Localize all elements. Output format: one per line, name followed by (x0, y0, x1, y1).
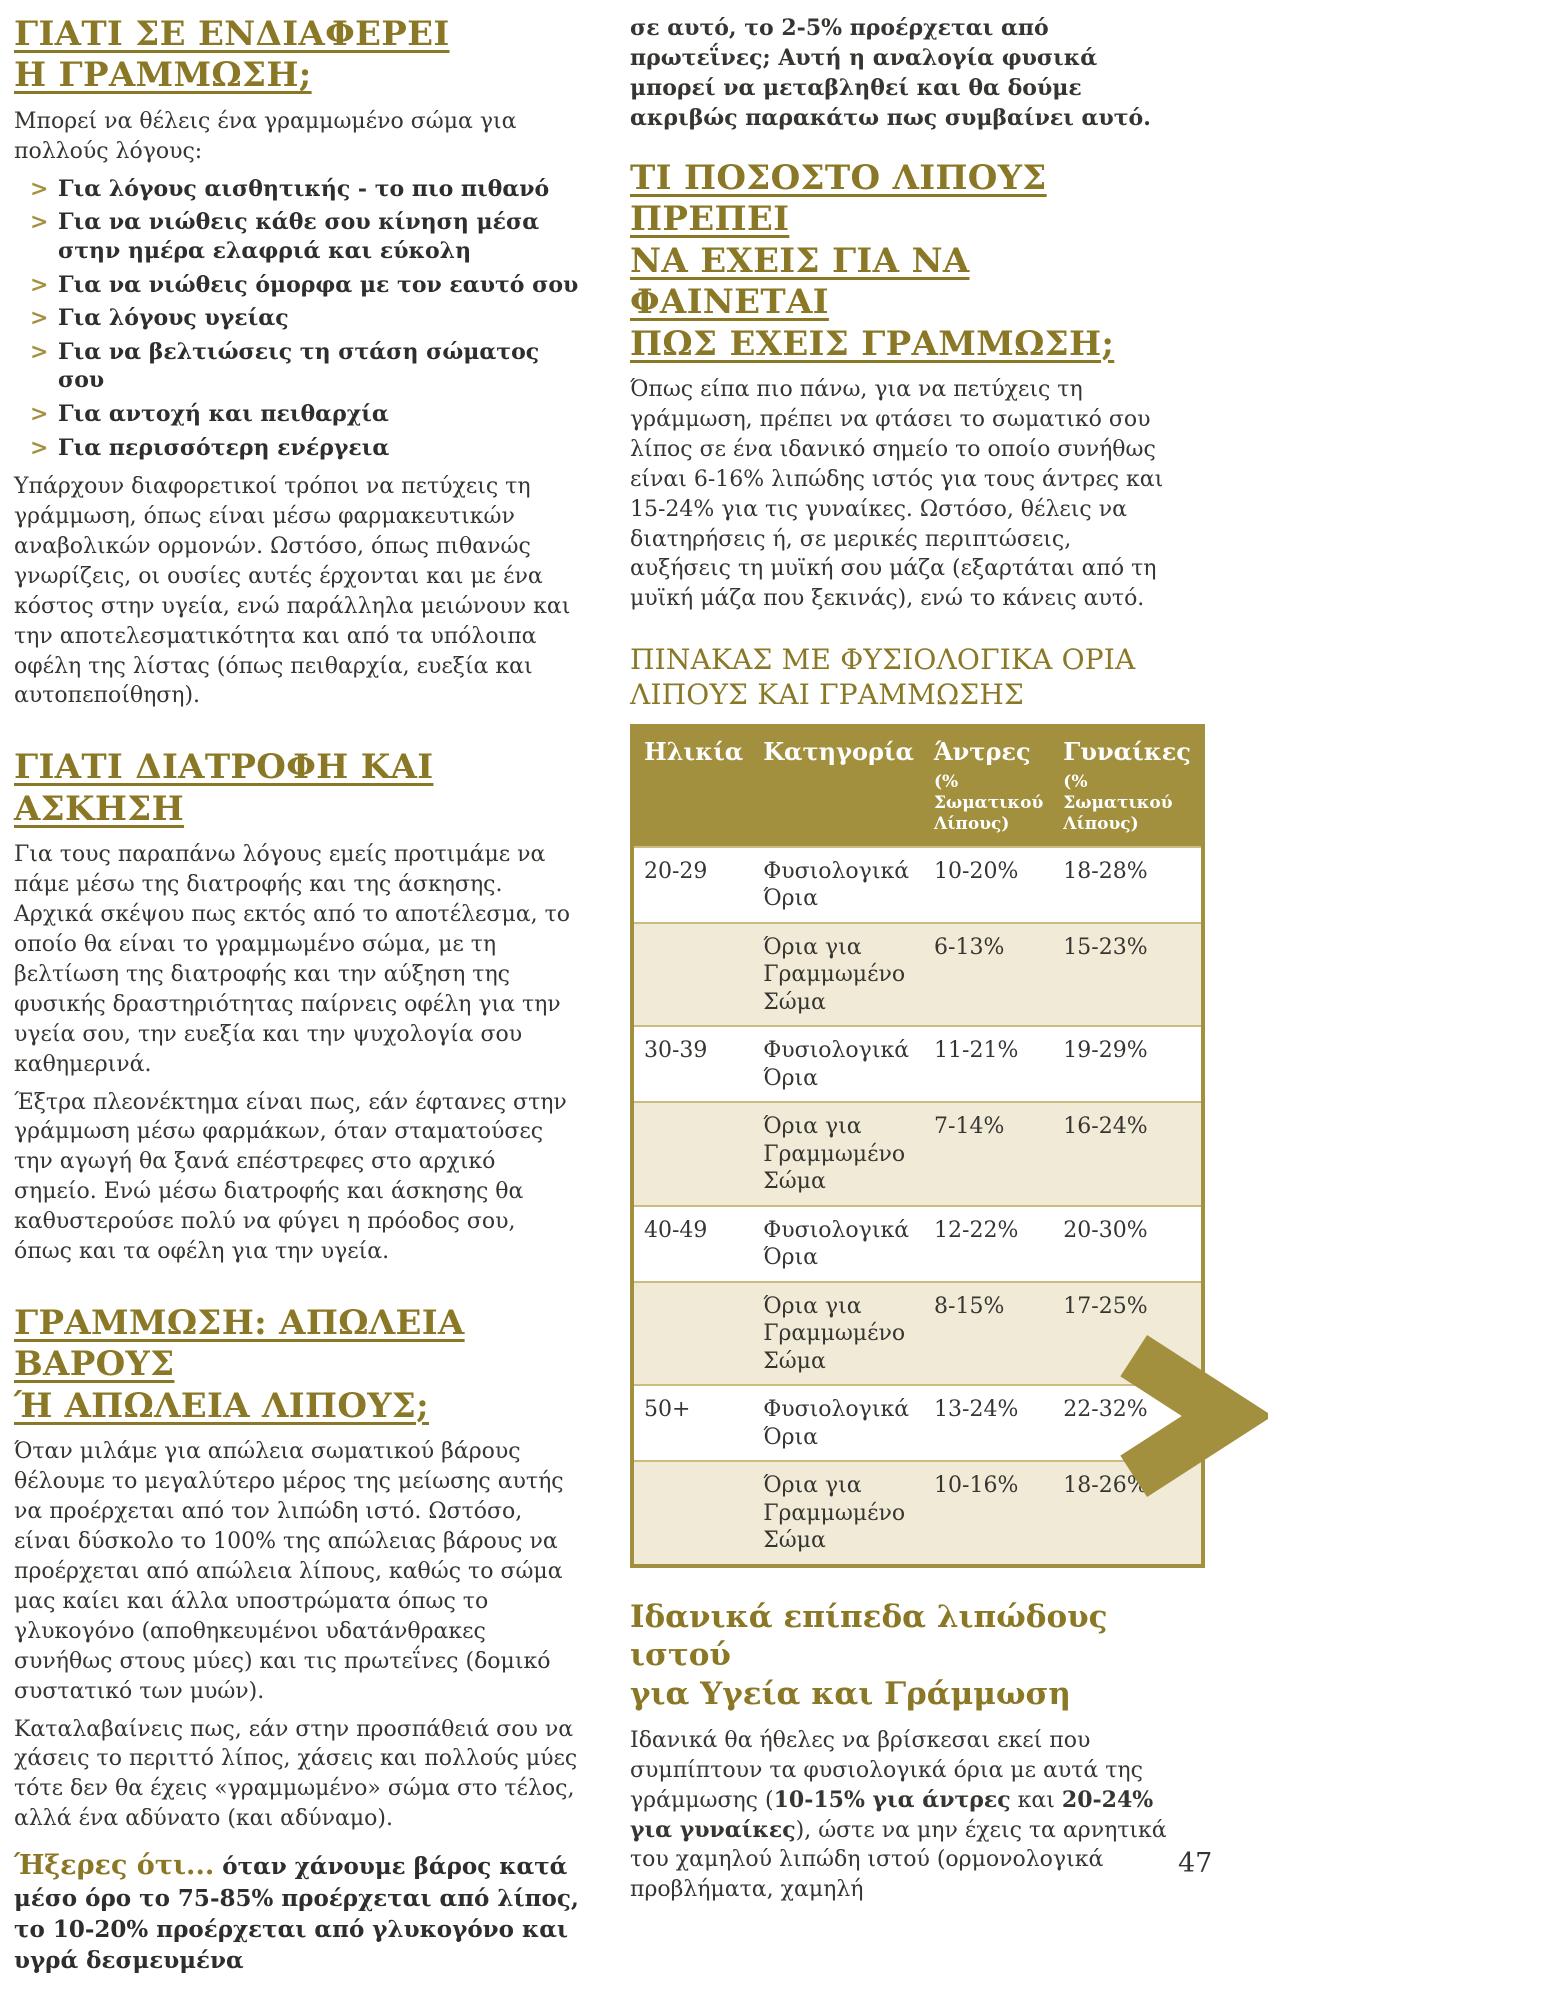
chevron-bullet-icon: > (30, 434, 49, 461)
list-item (14, 338, 580, 395)
heading-line: Ιδανικά επίπεδα λιπώδους ιστού (630, 1598, 1108, 1674)
cell-category: Φυσιολογικά Όρια (753, 1206, 924, 1282)
table-title (630, 642, 1178, 712)
chevron-bullet-icon: > (30, 209, 49, 236)
cell-men: 7-14% (924, 1102, 1053, 1206)
ideal-text-end: ), ώστε να μην έχεις τα αρνητικά του χαμηλού λιπώδη ιστού (ορμονολογικά προβλήματα, χαμηλή (630, 1817, 1167, 1903)
col-header-men-sub: (% Σωματικού Λίπους) (934, 771, 1044, 835)
list-item-label: Για λόγους υγείας (58, 305, 289, 332)
continuation-paragraph: σε αυτό, το 2-5% προέρχεται από πρωτεΐνες; Αυτή η αναλογία φυσικά μπορεί να μεταβληθεί και θα δούμε ακριβώς παρακάτω πως συμβαίνει αυτό. (630, 15, 1151, 131)
loss-paragraph-2: Καταλαβαίνεις πως, εάν στην προσπάθειά σου να χάσεις το περιττό λίπος, χάσεις και πολλούς μύες τότε δεν θα έχεις «γραμμωμένο» σώμα στο τέλος, αλλά ένα αδύνατο (και αδύναμο). (14, 1716, 578, 1832)
ideal-text-start: Ιδανικά θα ήθελες να βρίσκεσαι εκεί που συμπίπτουν τα φυσιολογικά όρια με αυτά της γράμμωσης ( (630, 1727, 1143, 1813)
table-row (632, 923, 1203, 1027)
col-header-men (924, 726, 1053, 846)
heading-fat-percentage (630, 158, 1178, 365)
cell-category: Όρια για Γραμμωμένο Σώμα (753, 923, 924, 1027)
table-row (632, 847, 1203, 923)
col-header-age: Ηλικία (632, 726, 753, 846)
left-column (14, 14, 580, 2000)
col-header-women-label: Γυναίκες (1063, 737, 1191, 767)
did-you-know-text: όταν χάνουμε βάρος κατά μέσο όρο το 75-85% προέρχεται από λίπος, το 10-20% προέρχεται από γλυκογόνο και υγρά δεσμευμένα (14, 1853, 579, 1974)
cell-men: 12-22% (924, 1206, 1053, 1282)
cell-women: 18-26% (1053, 1461, 1203, 1566)
cell-age: 40-49 (632, 1206, 753, 1282)
cell-men: 6-13% (924, 923, 1053, 1027)
chevron-bullet-icon: > (30, 400, 49, 427)
list-item-label: Για περισσότερη ενέργεια (58, 434, 390, 461)
table-row (632, 1102, 1203, 1206)
list-item (14, 304, 580, 333)
cell-women: 18-28% (1053, 847, 1203, 923)
cell-women: 17-25% (1053, 1282, 1203, 1386)
list-item (14, 400, 580, 429)
diet-paragraph-1: Για τους παραπάνω λόγους εμείς προτιμάμε να πάμε μέσω της διατροφής και της άσκησης. Αρχικά σκέψου πως εκτός από το αποτέλεσμα, το οποίο θα είναι το γραμμωμένο σώμα, με τη βελτίωση της διατροφής και την αύξηση της φυσικής δραστηριότητας παίρνεις οφέλη για την υγεία σου, την ευεξία και την ψυχολογία σου καθημερινά. (14, 842, 571, 1077)
table-row (632, 1026, 1203, 1102)
cell-category: Φυσιολογικά Όρια (753, 1385, 924, 1461)
cell-women: 22-32% (1053, 1385, 1203, 1461)
cell-men: 10-20% (924, 847, 1053, 923)
heading-line: ΝΑ ΕΧΕΙΣ ΓΙΑ ΝΑ ΦΑΙΝΕΤΑΙ (630, 240, 970, 323)
table-header-row (632, 726, 1203, 846)
heading-line: ΠΩΣ ΕΧΕΙΣ ΓΡΑΜΜΩΣΗ; (630, 323, 1115, 364)
chevron-bullet-icon: > (30, 305, 49, 332)
heading-line: ΓΙΑΤΙ ΣΕ ΕΝΔΙΑΦΕΡΕΙ (14, 14, 450, 54)
cell-men: 13-24% (924, 1385, 1053, 1461)
list-item-label: Για να νιώθεις όμορφα με τον εαυτό σου (58, 271, 579, 298)
heading-weight-vs-fat-loss (14, 1303, 580, 1427)
ideal-men-range: 10-15% για άντρες (773, 1786, 1011, 1813)
col-header-women-sub: (% Σωματικού Λίπους) (1063, 771, 1173, 835)
table-title-line: ΛΙΠΟΥΣ ΚΑΙ ΓΡΑΜΜΩΣΗΣ (630, 678, 1024, 712)
heading-line: για Υγεία και Γράμμωση (630, 1676, 1071, 1713)
ideal-levels-paragraph (630, 1726, 1178, 1905)
cell-men: 11-21% (924, 1026, 1053, 1102)
did-you-know-block (14, 1848, 580, 1977)
cell-women: 19-29% (1053, 1026, 1203, 1102)
table-title-line: ΠΙΝΑΚΑΣ ΜΕ ΦΥΣΙΟΛΟΓΙΚΑ ΟΡΙΑ (630, 643, 1136, 677)
list-item-label: Για να βελτιώσεις τη στάση σώματος σου (58, 338, 540, 394)
cell-men: 8-15% (924, 1282, 1053, 1386)
ideal-women-range: 20-24% για γυναίκες (630, 1786, 1154, 1843)
list-item-label: Για να νιώθεις κάθε σου κίνηση μέσα στην ημέρα ελαφριά και εύκολη (58, 209, 540, 264)
col-header-men-label: Άντρες (934, 737, 1031, 767)
list-item (14, 175, 580, 204)
table-row (632, 1206, 1203, 1282)
cell-age: 30-39 (632, 1026, 753, 1102)
did-you-know-lead: Ήξερες ότι... (14, 1850, 215, 1882)
list-item-label: Για λόγους αισθητικής - το πιο πιθανό (58, 175, 550, 202)
cell-category: Όρια για Γραμμωμένο Σώμα (753, 1102, 924, 1206)
heading-line: ΤΙ ΠΟΣΟΣΤΟ ΛΙΠΟΥΣ ΠΡΕΠΕΙ (630, 157, 1047, 240)
list-item (14, 208, 580, 265)
list-item (14, 434, 580, 463)
why-body-paragraph: Υπάρχουν διαφορετικοί τρόποι να πετύχεις τη γράμμωση, όπως είναι μέσω φαρμακευτικών αναβολικών ορμονών. Ωστόσο, όπως πιθανώς γνωρίζεις, οι ουσίες αυτές έρχονται και με ένα κόστος στην υγεία, ενώ παράλληλα μειώνουν και την αποτελεσματικότητα και από τα υπόλοιπα οφέλη της λίστας (όπως πειθαρχία, ευεξία και αυτοπεποίθηση). (14, 474, 571, 709)
chevron-bullet-icon: > (30, 271, 49, 298)
reasons-list (14, 175, 580, 462)
cell-age (632, 1461, 753, 1566)
cell-age: 20-29 (632, 847, 753, 923)
heading-why-definition (14, 14, 580, 97)
cell-age: 50+ (632, 1385, 753, 1461)
heading-ideal-levels (630, 1598, 1178, 1714)
cell-women: 16-24% (1053, 1102, 1203, 1206)
list-item-label: Για αντοχή και πειθαρχία (58, 400, 389, 427)
cell-category: Όρια για Γραμμωμένο Σώμα (753, 1461, 924, 1566)
heading-line: Η ΓΡΑΜΜΩΣΗ; (14, 55, 312, 96)
chevron-bullet-icon: > (30, 338, 49, 365)
cell-age (632, 1102, 753, 1206)
ideal-text-mid: και (1010, 1787, 1062, 1813)
heading-line: ΓΡΑΜΜΩΣΗ: ΑΠΩΛΕΙΑ ΒΑΡΟΥΣ (14, 1302, 465, 1385)
list-item (14, 271, 580, 300)
fat-percentage-paragraph: Όπως είπα πιο πάνω, για να πετύχεις τη γράμμωση, πρέπει να φτάσει το σωματικό σου λίπος σε ένα ιδανικό σημείο το οποίο συνήθως είναι 6-16% λιπώδης ιστός για τους άντρες και 15-24% για τις γυναίκες. Ωστόσο, θέλεις να διατηρήσεις ή, σε μερικές περιπτώσεις, αυξήσεις τη μυϊκή σου μάζα (εξαρτάται από τη μυϊκή μάζα που ξεκινάς), ενώ το κάνεις αυτό. (630, 376, 1164, 612)
loss-paragraph-1: Όταν μιλάμε για απώλεια σωματικού βάρους θέλουμε το μεγαλύτερο μέρος της μείωσης αυτής να προέρχεται από τον λιπώδη ιστό. Ωστόσο, είναι δύσκολο το 100% της απώλειας βάρους να προέρχεται από απώλεια λίπους, καθώς το σώμα μας καίει και άλλα υποστρώματα όπως το γλυκογόνο (αποθηκευμένοι υδατάνθρακες συνήθως στους μύες) και τις πρωτεΐνες (δομικό συστατικό των μυών). (14, 1439, 564, 1704)
cell-age (632, 1282, 753, 1386)
cell-category: Φυσιολογικά Όρια (753, 847, 924, 923)
col-header-category: Κατηγορία (753, 726, 924, 846)
cell-men: 10-16% (924, 1461, 1053, 1566)
heading-line: Ή ΑΠΩΛΕΙΑ ΛΙΠΟΥΣ; (14, 1385, 429, 1426)
next-page-arrow-icon (1098, 1330, 1268, 1502)
chevron-bullet-icon: > (30, 175, 49, 202)
col-header-women (1053, 726, 1203, 846)
cell-age (632, 923, 753, 1027)
two-column-layout (14, 14, 1550, 2000)
cell-women: 15-23% (1053, 923, 1203, 1027)
cell-women: 20-30% (1053, 1206, 1203, 1282)
cell-category: Φυσιολογικά Όρια (753, 1026, 924, 1102)
cell-category: Όρια για Γραμμωμένο Σώμα (753, 1282, 924, 1386)
page-number: 47 (1178, 1848, 1213, 1879)
heading-line: ΓΙΑΤΙ ΔΙΑΤΡΟΦΗ ΚΑΙ ΑΣΚΗΣΗ (14, 747, 434, 829)
why-intro-paragraph: Μπορεί να θέλεις ένα γραμμωμένο σώμα για πολλούς λόγους: (14, 108, 517, 164)
diet-paragraph-2: Έξτρα πλεονέκτημα είναι πως, εάν έφτανες στην γράμμωση μέσω φαρμάκων, όταν σταματούσες την αγωγή θα ξανά επέστρεφες στο αρχικό σημείο. Ενώ μέσω διατροφής και άσκησης θα καθυστερούσε πολύ να φύγει η πρόοδος σου, όπως και τα οφέλη για την υγεία. (14, 1089, 567, 1265)
right-column (630, 14, 1191, 2000)
heading-diet-exercise (14, 747, 580, 830)
